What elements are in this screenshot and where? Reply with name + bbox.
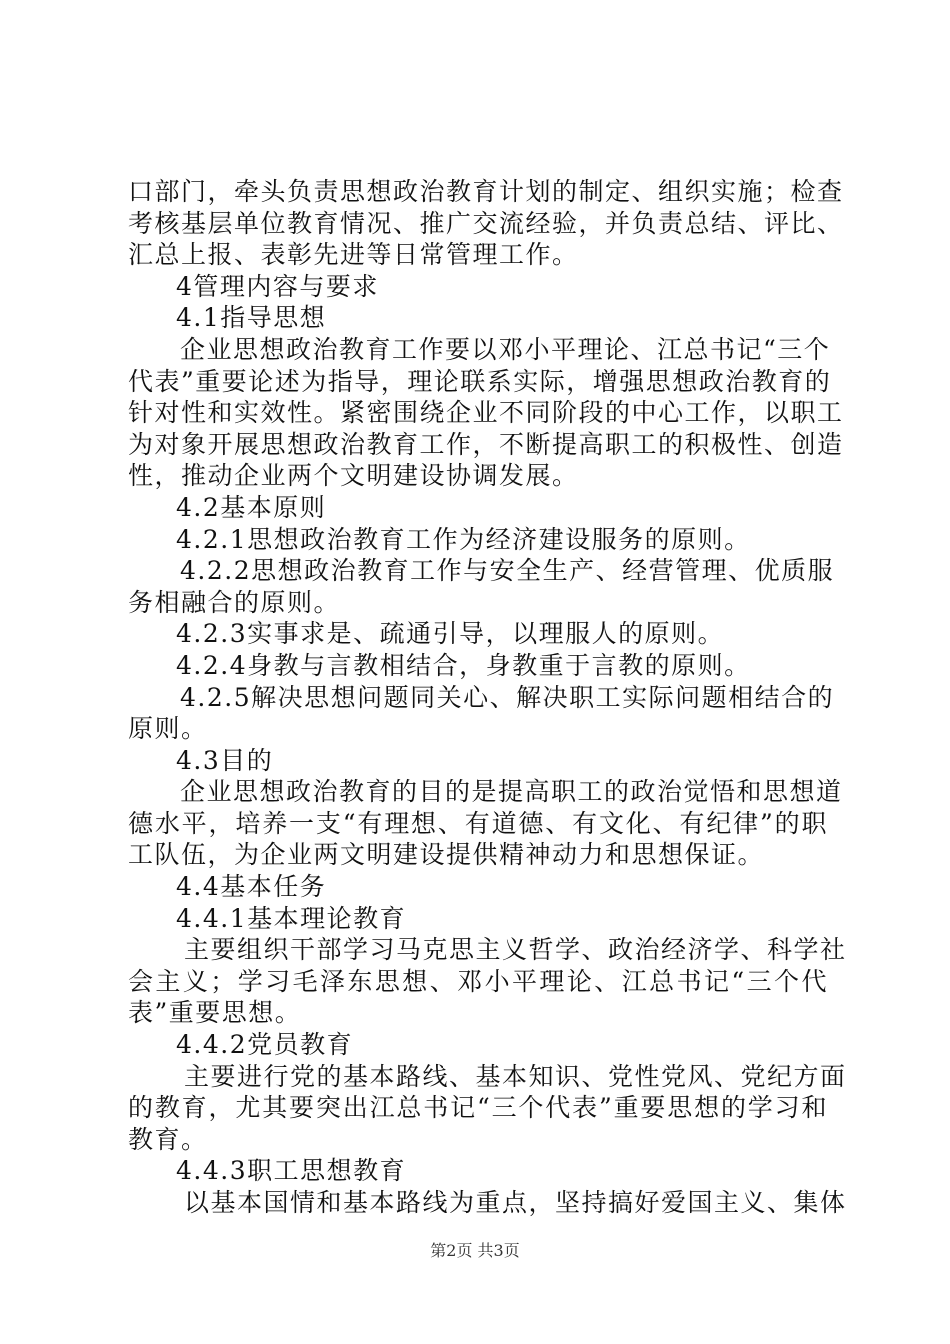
document-body	[128, 176, 847, 1219]
body-line: 为对象开展思想政治教育工作，不断提高职工的积极性、创造	[128, 429, 844, 459]
body-line: 工队伍，为企业两文明建设提供精神动力和思想保证。	[128, 840, 765, 870]
body-line: 企业思想政治教育工作要以邓小平理论、江总书记“三个	[180, 334, 831, 364]
principle-item: 4.2.2思想政治教育工作与安全生产、经营管理、优质服	[180, 556, 835, 586]
body-line: 考核基层单位教育情况、推广交流经验，并负责总结、评比、	[128, 208, 844, 238]
body-line: 务相融合的原则。	[128, 587, 341, 617]
body-line: 主要组织干部学习马克思主义哲学、政治经济学、科学社	[184, 935, 847, 965]
body-line: 性，推动企业两个文明建设协调发展。	[128, 461, 579, 491]
body-line: 汇总上报、表彰先进等日常管理工作。	[128, 240, 579, 270]
subsection-heading: 4.3目的	[176, 745, 274, 775]
subsection-heading: 4.4基本任务	[176, 872, 327, 902]
body-line: 德水平，培养一支“有理想、有道德、有文化、有纪律”的职	[128, 808, 828, 838]
subsection-heading: 4.2基本原则	[176, 492, 327, 522]
sub-subsection-heading: 4.4.3职工思想教育	[176, 1156, 407, 1186]
body-line: 代表”重要论述为指导，理论联系实际，增强思想政治教育的	[128, 366, 832, 396]
body-line: 原则。	[128, 714, 208, 744]
body-line: 针对性和实效性。紧密围绕企业不同阶段的中心工作，以职工	[128, 398, 844, 428]
sub-subsection-heading: 4.4.1基本理论教育	[176, 903, 407, 933]
body-line: 的教育，尤其要突出江总书记“三个代表”重要思想的学习和	[128, 1093, 828, 1123]
section-heading: 4管理内容与要求	[176, 271, 379, 301]
principle-item: 4.2.5解决思想问题同关心、解决职工实际问题相结合的	[180, 682, 835, 712]
body-line: 主要进行党的基本路线、基本知识、党性党风、党纪方面	[184, 1061, 847, 1091]
principle-item: 4.2.4身教与言教相结合，身教重于言教的原则。	[176, 650, 751, 680]
subsection-heading: 4.1指导思想	[176, 303, 327, 333]
body-line: 教育。	[128, 1124, 208, 1154]
body-line: 以基本国情和基本路线为重点，坚持搞好爱国主义、集体	[184, 1188, 847, 1217]
sub-subsection-heading: 4.4.2党员教育	[176, 1030, 354, 1060]
page-footer: 第2页 共3页	[430, 1241, 520, 1260]
body-line: 表”重要思想。	[128, 998, 302, 1028]
principle-item: 4.2.1思想政治教育工作为经济建设服务的原则。	[176, 524, 751, 554]
body-line: 口部门，牵头负责思想政治教育计划的制定、组织实施；检查	[128, 177, 844, 206]
principle-item: 4.2.3实事求是、疏通引导，以理服人的原则。	[176, 619, 725, 649]
body-line: 会主义；学习毛泽东思想、邓小平理论、江总书记“三个代	[128, 966, 828, 996]
body-line: 企业思想政治教育的目的是提高职工的政治觉悟和思想道	[180, 777, 843, 807]
